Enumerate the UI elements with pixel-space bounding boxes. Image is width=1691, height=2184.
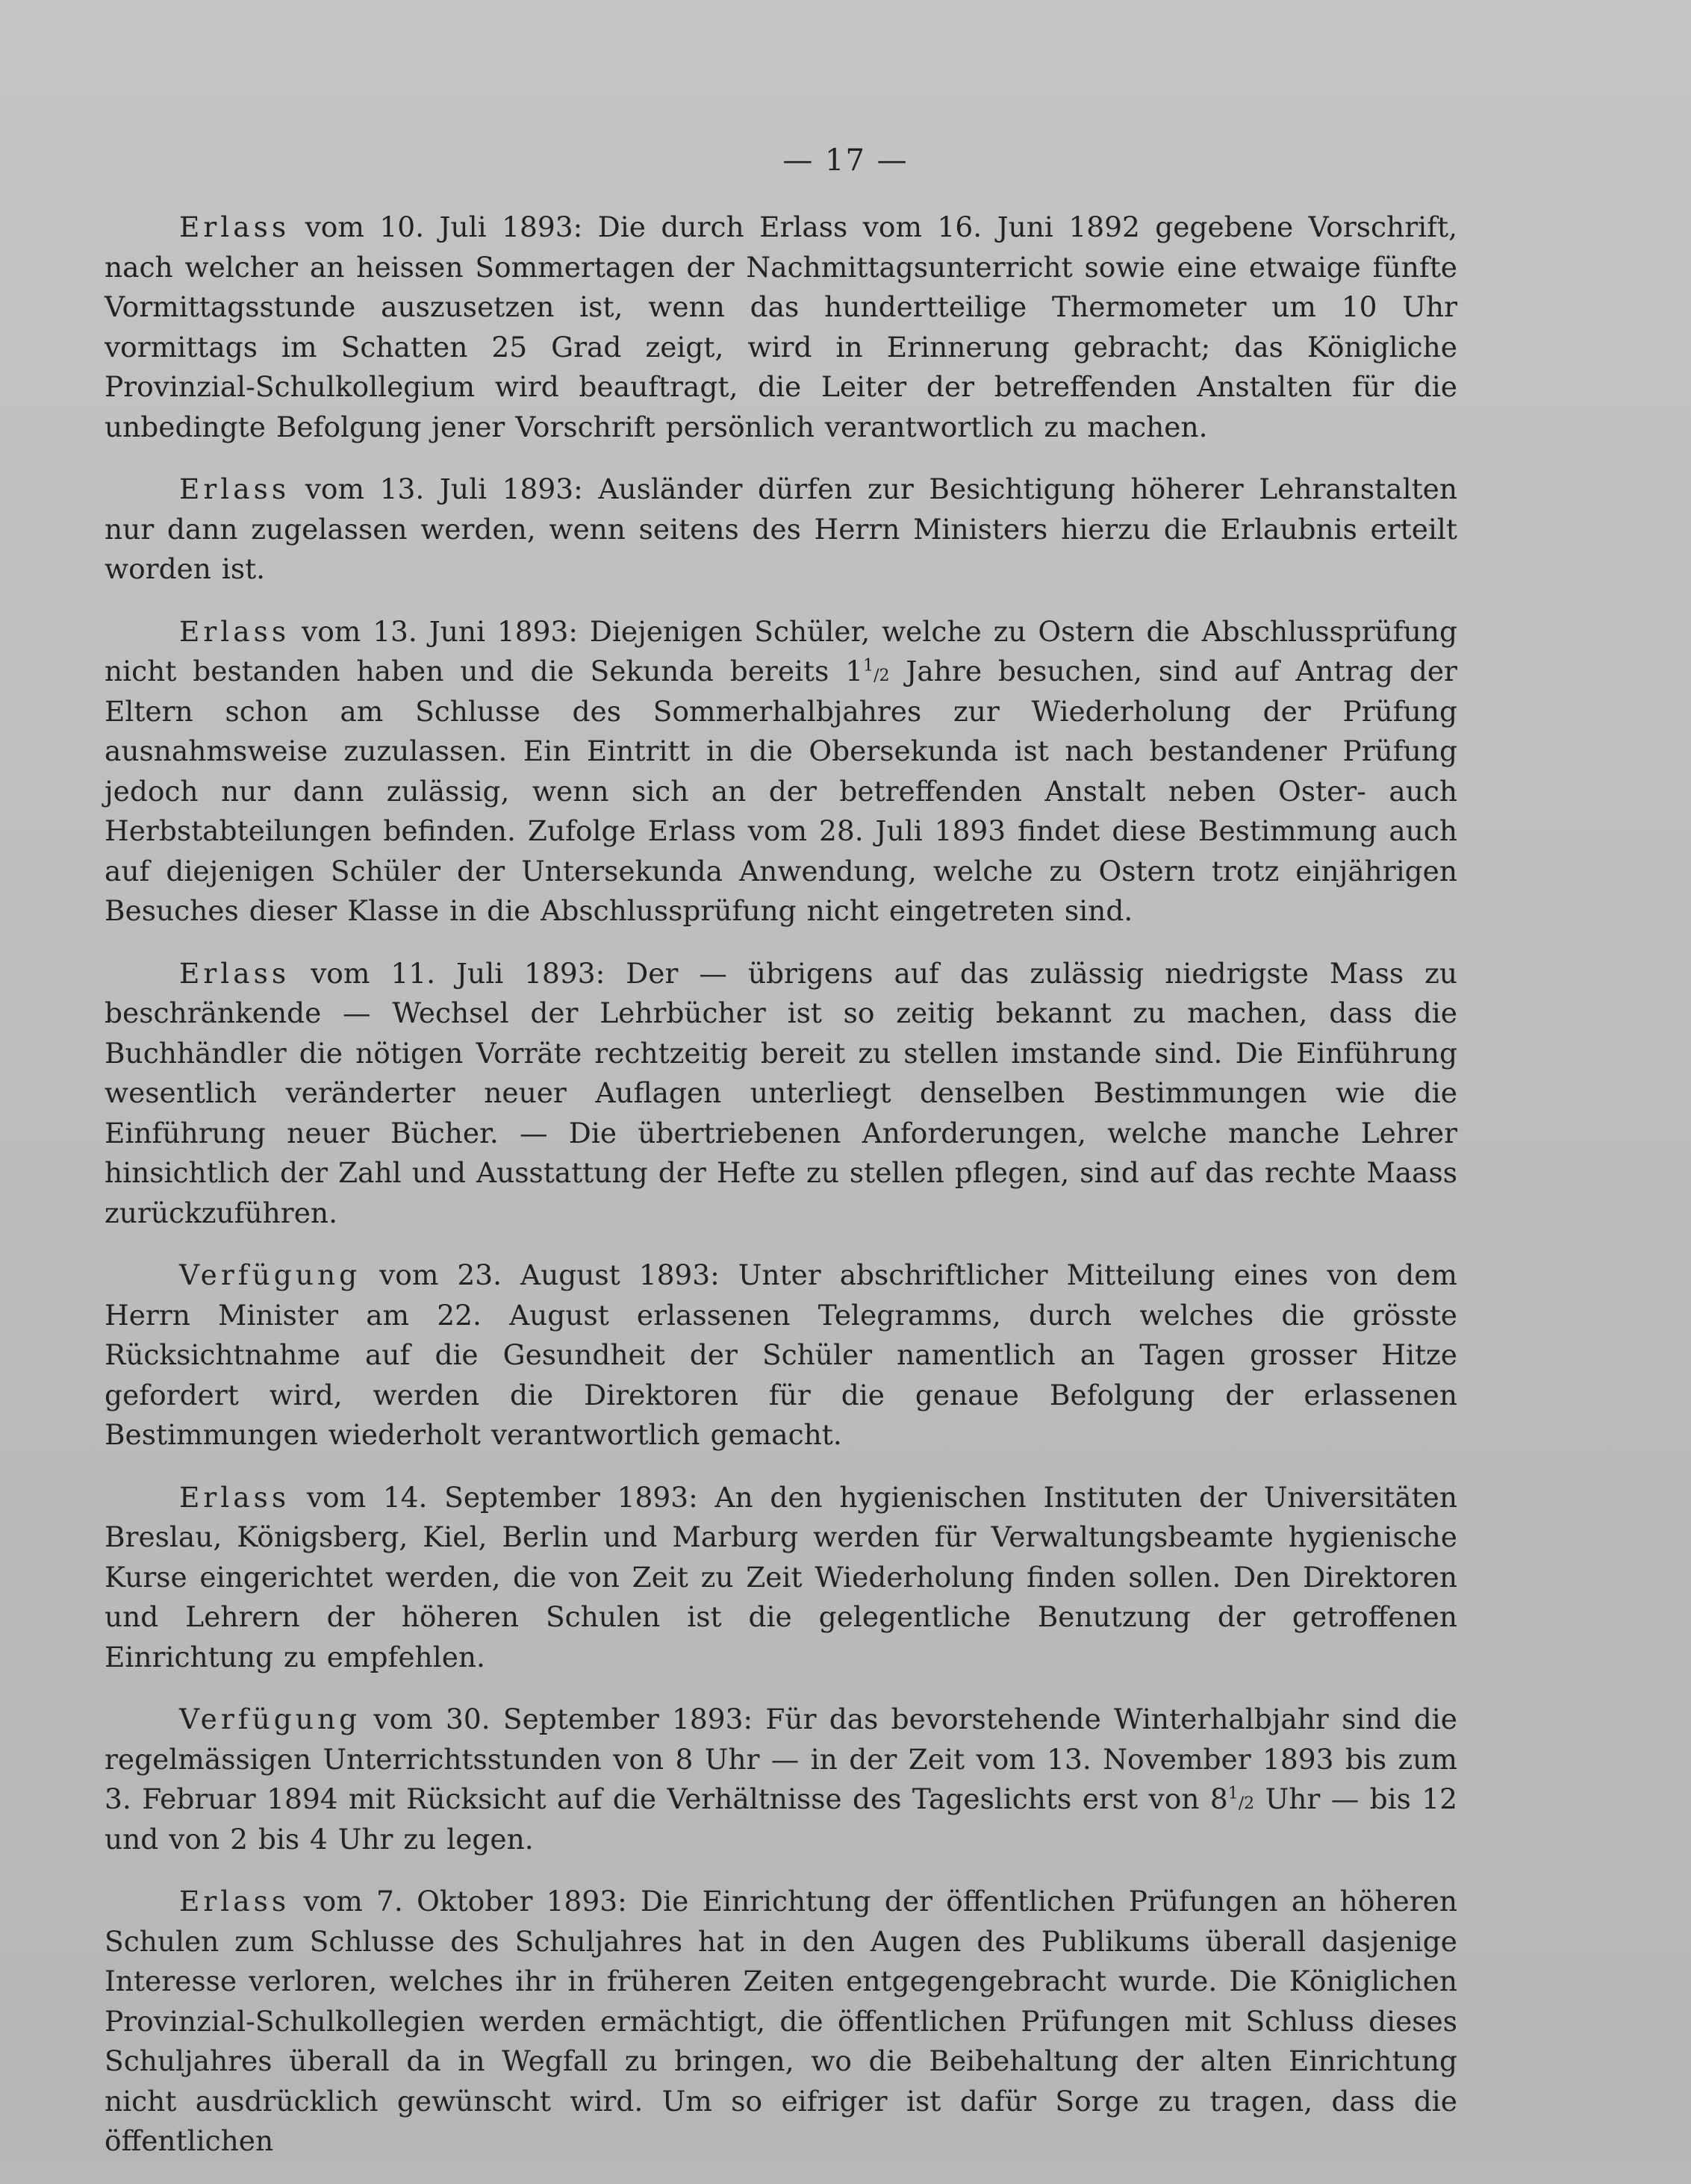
paragraph-erlass-14-september-1893 <box>105 1478 1457 1678</box>
paragraph-text: vom 10. Juli 1893: Die durch Erlass vom 16. Juni 1892 gegebene Vorschrift, nach welcher an heissen Sommertagen der Nachmittagsunterricht sowie eine etwaige fünfte Vormittagsstunde auszusetzen ist, wenn das hundertteilige Thermometer um 10 Uhr vormittags im Schatten 25 Grad zeigt, wird in Erinnerung gebracht; das Königliche Provinzial-Schulkollegium wird beauftragt, die Leiter der betreffenden Anstalten für die unbedingte Befolgung jener Vorschrift persönlich verantwortlich zu machen. <box>105 210 1457 443</box>
paragraph-text: vom 14. September 1893: An den hygienischen Instituten der Universitäten Breslau, Königsberg, Kiel, Berlin und Marburg werden für Verwaltungsbeamte hygienische Kurse eingerichtet werden, die von Zeit zu Zeit Wiederholung finden sollen. Den Direktoren und Lehrern der höheren Schulen ist die gelegentliche Benutzung der getroffenen Einrichtung zu empfehlen. <box>105 1480 1457 1673</box>
paragraph-text-continued: Uhr — bis 12 und von 2 bis 4 Uhr zu legen. <box>105 1782 1458 1856</box>
paragraph-lead: Verfügung <box>179 1258 361 1291</box>
fraction-numerator: 1 <box>1227 1784 1239 1803</box>
paragraph-lead: Erlass <box>179 472 290 505</box>
paragraph-erlass-10-juli-1893 <box>105 208 1457 447</box>
paragraph-erlass-11-juli-1893 <box>105 954 1457 1234</box>
fraction-denominator: /2 <box>873 667 890 685</box>
paragraph-lead: Erlass <box>179 210 290 243</box>
paragraph-text: vom 23. August 1893: Unter abschriftlicher Mitteilung eines von dem Herrn Minister am 22. August erlassenen Telegramms, durch welches die grösste Rücksichtnahme auf die Gesundheit der Schüler namentlich an Tagen grosser Hitze gefordert wird, werden die Direktoren für die genaue Befolgung der erlassenen Bestimmungen wiederholt verantwortlich gemacht. <box>105 1258 1457 1451</box>
paragraph-lead: Erlass <box>179 614 290 648</box>
paragraph-erlass-7-oktober-1893 <box>105 1882 1457 2162</box>
paragraph-lead: Verfügung <box>179 1703 361 1735</box>
paragraph-erlass-13-juli-1893 <box>105 469 1457 590</box>
fraction-numerator: 1 <box>863 656 874 676</box>
paragraph-verfuegung-30-september-1893 <box>105 1700 1457 1859</box>
fraction-denominator: /2 <box>1238 1794 1255 1813</box>
paragraph-lead: Erlass <box>179 956 290 990</box>
paragraph-text: vom 11. Juli 1893: Der — übrigens auf das zulässig niedrigste Mass zu beschränkende — Wechsel der Lehrbücher ist so zeitig bekannt zu machen, dass die Buchhändler die nötigen Vorräte rechtzeitig bereit zu stellen imstande sind. Die Einführung wesentlich veränderter neuer Auflagen unterliegt denselben Bestimmungen wie die Einführung neuer Bücher. — Die übertriebenen Anforderungen, welche manche Lehrer hinsichtlich der Zahl und Ausstattung der Hefte zu stellen pflegen, sind auf das rechte Maass zurückzuführen. <box>105 956 1457 1229</box>
paragraph-erlass-13-juni-1893 <box>105 612 1457 932</box>
paragraph-text-continued: Jahre besuchen, sind auf Antrag der Eltern schon am Schlusse des Sommerhalbjahres zur Wiederholung der Prüfung ausnahmsweise zuzulassen. Ein Eintritt in die Obersekunda ist nach bestandener Prüfung jedoch nur dann zulässig, wenn sich an der betreffenden Anstalt neben Oster- auch Herbstabteilungen befinden. Zufolge Erlass vom 28. Juli 1893 findet diese Bestimmung auch auf diejenigen Schüler der Untersekunda Anwendung, welche zu Ostern trotz einjährigen Besuches dieser Klasse in die Abschlussprüfung nicht eingetreten sind. <box>105 655 1457 927</box>
paragraph-text: vom 30. September 1893: Für das bevorstehende Winterhalbjahr sind die regelmässigen Unterrichtsstunden von 8 Uhr — in der Zeit vom 13. November 1893 bis zum 3. Februar 1894 mit Rücksicht auf die Verhältnisse des Tageslichts erst von 8 <box>105 1703 1457 1815</box>
paragraph-text: vom 13. Juni 1893: Diejenigen Schüler, welche zu Ostern die Abschlussprüfung nicht bestanden haben und die Sekunda bereits 1 <box>105 614 1457 687</box>
paragraph-text: vom 7. Oktober 1893: Die Einrichtung der öffentlichen Prüfungen an höheren Schulen zum Schlusse des Schuljahres hat in den Augen des Publikums überall dasjenige Interesse verloren, welches ihr in früheren Zeiten entgegengebracht wurde. Die Königlichen Provinzial-Schulkollegien werden ermächtigt, die öffentlichen Prüfungen mit Schluss dieses Schuljahres überall da in Wegfall zu bringen, wo die Beibehaltung der alten Einrichtung nicht ausdrücklich gewünscht wird. Um so eifriger ist dafür Sorge zu tragen, dass die öffentlichen <box>105 1885 1457 2157</box>
paragraph-text: vom 13. Juli 1893: Ausländer dürfen zur Besichtigung höherer Lehranstalten nur dann zugelassen werden, wenn seitens des Herrn Ministers hierzu die Erlaubnis erteilt worden ist. <box>105 472 1457 585</box>
page-body <box>105 208 1457 2184</box>
paragraph-lead: Erlass <box>179 1480 290 1514</box>
page-number: — 17 — <box>782 143 909 178</box>
paragraph-lead: Erlass <box>179 1885 290 1918</box>
paragraph-verfuegung-23-august-1893 <box>105 1255 1457 1456</box>
